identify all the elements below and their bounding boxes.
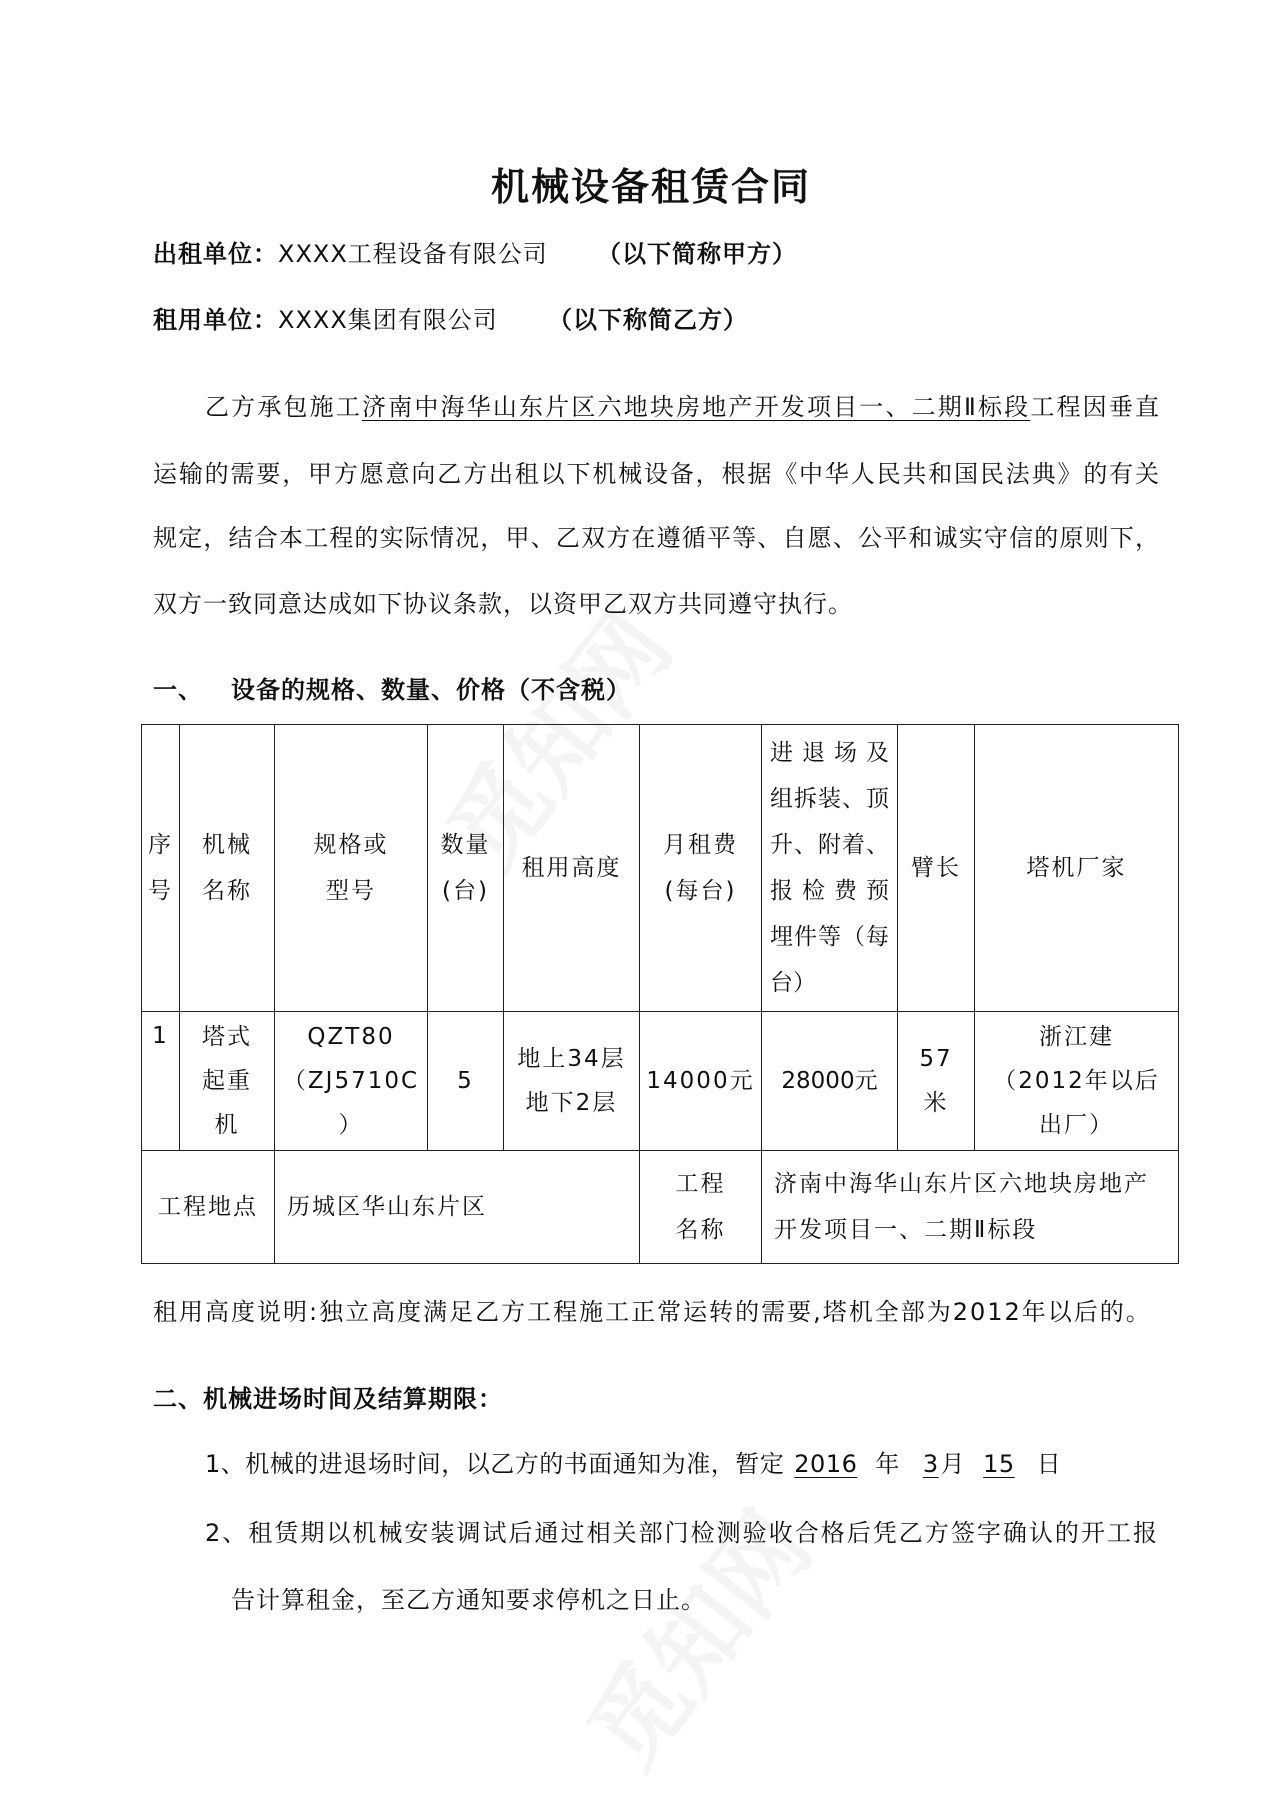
header-machine-name [180, 725, 275, 1012]
cell-jib-length [898, 1012, 975, 1151]
header-model-line: 型号 [326, 878, 376, 904]
header-machine-name-line: 名称 [202, 878, 252, 904]
header-install-fees [762, 725, 898, 1012]
cell-model [275, 1012, 428, 1151]
intro-prefix: 乙方承包施工 [205, 393, 363, 421]
month-unit: 月 [940, 1450, 966, 1478]
lessor-label: 出租单位： [153, 240, 278, 268]
intro-line-4: 双方一致同意达成如下协议条款，以资甲乙双方共同遵守执行。 [153, 590, 853, 618]
equipment-table [141, 724, 1179, 1264]
project-label-line: 工程 [675, 1171, 726, 1197]
intro-line-1 [205, 391, 1159, 423]
location-label-text: 工程地点 [158, 1194, 258, 1220]
header-height [504, 725, 640, 1012]
section1-number: 一、 [153, 676, 203, 704]
cell-quantity-line: 5 [457, 1068, 474, 1094]
table-location-row [142, 1151, 1179, 1264]
header-install-fees-line: 埋件等（每 [770, 924, 889, 950]
project-name-underlined: 济南中海华山东片区六地块房地产开发项目一、二期Ⅱ标段 [362, 393, 1031, 421]
header-manufacturer-line: 塔机厂家 [1026, 855, 1127, 881]
section1-heading: 设备的规格、数量、价格（不含税） [231, 676, 631, 704]
cell-seq [142, 1012, 180, 1151]
section2-item-1 [205, 1448, 1061, 1480]
cell-install-fees [762, 1012, 898, 1151]
item1-prefix: 1、机械的进退场时间，以乙方的书面通知为准，暂定 [205, 1450, 785, 1478]
lessor-name: XXXX工程设备有限公司 [278, 240, 548, 268]
project-value-line: 开发项目一、二期Ⅱ标段 [774, 1217, 1038, 1243]
header-quantity [428, 725, 504, 1012]
header-jib-length-line: 臂长 [911, 855, 961, 881]
cell-manufacturer-line: 出厂） [1039, 1112, 1114, 1138]
cell-machine-name-line: 起重 [202, 1068, 252, 1094]
lessee-name: XXXX集团有限公司 [278, 306, 498, 334]
lessor-note: （以下简称甲方） [597, 240, 797, 268]
location-value-text: 历城区华山东片区 [287, 1194, 487, 1220]
header-install-fees-line: 台） [770, 970, 816, 996]
section2-item-2-line-2: 告计算租金，至乙方通知要求停机之日止。 [231, 1586, 706, 1614]
location-label [142, 1151, 275, 1264]
intro-suffix: 工程因垂直 [1030, 393, 1159, 421]
start-day: 15 [983, 1450, 1015, 1478]
day-unit: 日 [1036, 1450, 1062, 1478]
height-note: 租用高度说明:独立高度满足乙方工程施工正常运转的需要,塔机全部为2012年以后的。 [153, 1298, 1152, 1326]
cell-machine-name-line: 机 [214, 1112, 240, 1138]
header-seq-line: 序 [148, 832, 173, 858]
cell-machine-name [180, 1012, 275, 1151]
header-install-fees-line: 组拆装、顶 [770, 786, 889, 812]
lessee-line [153, 304, 498, 336]
section2-heading: 二、机械进场时间及结算期限： [153, 1385, 503, 1413]
project-value-line: 济南中海华山东片区六地块房地产 [774, 1171, 1149, 1197]
project-label-line: 名称 [675, 1217, 726, 1243]
cell-install-fees-line: 28000元 [781, 1068, 878, 1094]
start-year: 2016 [794, 1450, 858, 1478]
cell-jib-length-line: 米 [923, 1090, 949, 1116]
cell-model-line: QZT80 [307, 1024, 395, 1050]
location-value [275, 1151, 640, 1264]
header-model [275, 725, 428, 1012]
header-jib-length [898, 725, 975, 1012]
header-install-fees-line: 升、附着、 [770, 832, 889, 858]
intro-line-3: 规定，结合本工程的实际情况，甲、乙双方在遵循平等、自愿、公平和诚实守信的原则下， [153, 524, 1159, 552]
header-monthly-rent-line: (每台) [664, 878, 737, 904]
header-quantity-line: (台) [442, 878, 489, 904]
cell-seq-line: 1 [152, 1023, 169, 1049]
lessee-note: （以下称简乙方） [548, 306, 748, 334]
cell-monthly-rent [640, 1012, 762, 1151]
cell-machine-name-line: 塔式 [202, 1024, 252, 1050]
year-unit: 年 [875, 1450, 900, 1478]
cell-jib-length-line: 57 [919, 1046, 953, 1072]
header-monthly-rent-line: 月租费 [663, 832, 738, 858]
header-install-fees-line: 进退场及 [770, 740, 889, 766]
header-seq [142, 725, 180, 1012]
cell-model-line: （ZJ5710C [282, 1068, 420, 1094]
header-manufacturer [975, 725, 1179, 1012]
cell-quantity [428, 1012, 504, 1151]
table-header-row [142, 725, 1179, 1012]
cell-manufacturer-line: （2012年以后 [993, 1068, 1160, 1094]
table-row [142, 1012, 1179, 1151]
document-title: 机械设备租赁合同 [490, 165, 811, 209]
section2-item-2-line-1: 2、租赁期以机械安装调试后通过相关部门检测验收合格后凭乙方签字确认的开工报 [205, 1519, 1157, 1547]
cell-model-line: ） [338, 1112, 364, 1138]
cell-height-line: 地下2层 [525, 1090, 618, 1116]
header-machine-name-line: 机械 [202, 832, 252, 858]
header-quantity-line: 数量 [440, 832, 491, 858]
cell-height [504, 1012, 640, 1151]
lessor-line [153, 238, 548, 270]
project-label [640, 1151, 762, 1264]
cell-height-line: 地上34层 [517, 1046, 626, 1072]
header-install-fees-line: 报检费预 [770, 878, 889, 904]
lessee-label: 租用单位： [153, 306, 278, 334]
project-value [762, 1151, 1179, 1264]
intro-line-2: 运输的需要，甲方愿意向乙方出租以下机械设备，根据《中华人民共和国民法典》的有关 [153, 460, 1159, 488]
cell-monthly-rent-line: 14000元 [646, 1068, 755, 1094]
header-seq-line: 号 [148, 878, 173, 904]
cell-manufacturer-line: 浙江建 [1039, 1024, 1114, 1050]
start-month: 3 [922, 1450, 939, 1478]
header-model-line: 规格或 [313, 832, 389, 858]
cell-manufacturer [975, 1012, 1179, 1151]
header-height-line: 租用高度 [521, 855, 622, 881]
header-monthly-rent [640, 725, 762, 1012]
